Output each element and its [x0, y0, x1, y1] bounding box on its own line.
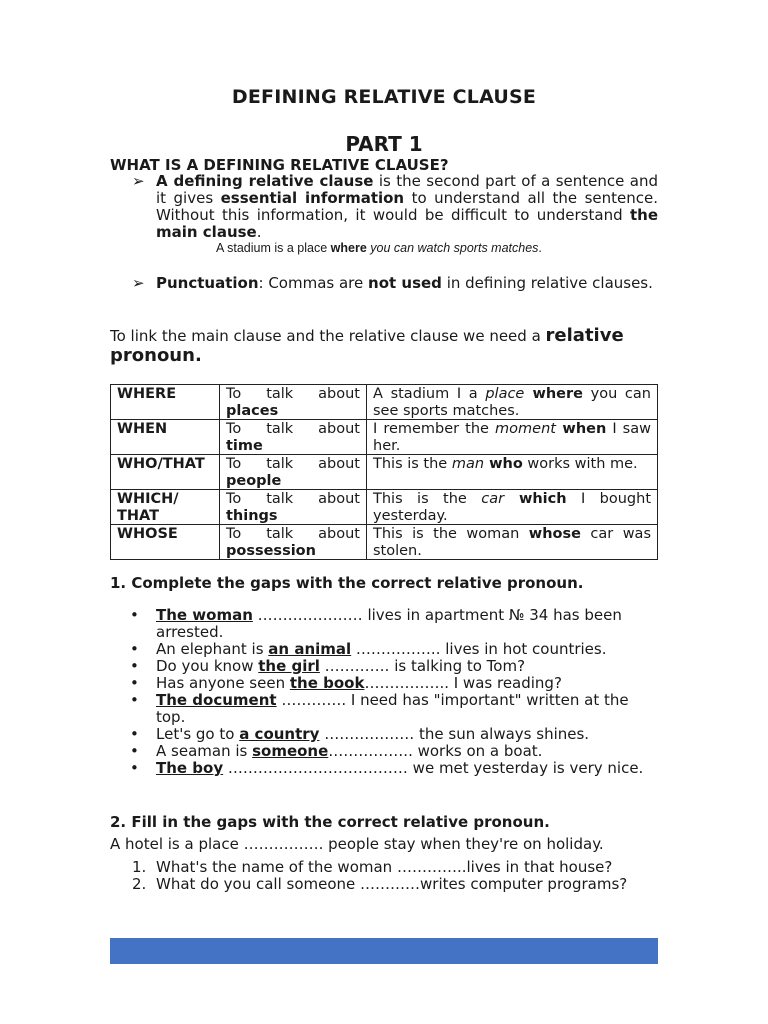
example-noun: moment: [495, 421, 556, 437]
item-text: ……………… the sun always shines.: [319, 725, 590, 743]
arrow-bullet-icon: ➢: [132, 172, 145, 190]
exercise-item: [110, 726, 658, 743]
exercise-2-list: [110, 859, 670, 893]
part-heading: PART 1: [345, 132, 423, 156]
usage-cell: [220, 420, 367, 455]
item-text: Do you know: [156, 657, 259, 675]
item-text: A seaman is: [156, 742, 253, 760]
item-antecedent: The document: [156, 691, 277, 709]
exercise-item: [110, 607, 658, 641]
item-text: Let's go to: [156, 725, 240, 743]
usage-line: [226, 386, 360, 403]
item-text: …………. is talking to Tom?: [319, 657, 526, 675]
exercise-1-list: [110, 607, 658, 777]
example-text: A stadium I a: [373, 386, 486, 402]
usage-cell: [220, 490, 367, 525]
example-cell: [367, 455, 658, 490]
pronoun-cell: WHEN: [111, 420, 220, 455]
arrow-bullet-icon: ➢: [132, 274, 145, 292]
item-antecedent: the girl: [258, 657, 320, 675]
exercise-item: [110, 641, 658, 658]
item-number: 1.: [132, 858, 147, 876]
definition-bullet: [132, 173, 658, 241]
usage-line: [226, 491, 360, 508]
item-text: …………….. works on a boat.: [328, 742, 543, 760]
usage-cell: [220, 525, 367, 560]
item-antecedent: a country: [239, 725, 320, 743]
exercise-item: [110, 760, 658, 777]
example-pronoun: who: [484, 456, 523, 472]
item-text: ……………………………… we met yesterday is very nice.: [223, 759, 644, 777]
item-antecedent: someone: [252, 742, 329, 760]
usage-word: about: [318, 456, 360, 472]
exercise-2-intro: A hotel is a place ……………. people stay when they're on holiday.: [110, 835, 604, 853]
usage-word: talk: [266, 491, 294, 507]
table-row: [111, 455, 658, 490]
pronoun-cell: WHO/THAT: [111, 455, 220, 490]
exercise-item: [110, 658, 658, 675]
example-cell: [367, 420, 658, 455]
usage-word: talk: [266, 386, 294, 402]
definition-text: A defining relative clause is the second part of a sentence and it gives essential information to understand all the sentence. Without this information, it would be difficult to understand the main clause.: [156, 172, 659, 241]
exercise-item: [110, 876, 670, 893]
example-noun: car: [481, 491, 505, 507]
item-text: …………. I need has "important" written at the top.: [156, 691, 629, 726]
usage-word: talk: [266, 456, 294, 472]
exercise-1-heading: 1. Complete the gaps with the correct relative pronoun.: [110, 574, 584, 592]
exercise-2-heading: 2. Fill in the gaps with the correct relative pronoun.: [110, 813, 550, 831]
item-antecedent: an animal: [268, 640, 352, 658]
table-row: [111, 490, 658, 525]
example-pronoun: whose: [528, 526, 581, 542]
item-text: What do you call someone …………writes computer programs?: [156, 875, 628, 893]
example-text: you can see sports matches.: [373, 386, 651, 419]
exercise-item: [110, 743, 658, 760]
usage-word: To: [226, 456, 242, 472]
item-text: Has anyone seen: [156, 674, 290, 692]
example-text: works with me.: [522, 456, 638, 472]
usage-keyword: places: [226, 402, 279, 419]
pronoun-cell: WHERE: [111, 385, 220, 420]
usage-keyword: possession: [226, 542, 316, 559]
item-number: 2.: [132, 875, 147, 893]
usage-keyword: people: [226, 472, 282, 489]
table-row: [111, 525, 658, 560]
relative-pronoun-intro: To link the main clause and the relative clause we need a relative pronoun.: [110, 325, 624, 366]
exercise-item: [110, 692, 658, 726]
example-text: This is the: [373, 491, 482, 507]
exercise-item: [110, 675, 658, 692]
item-antecedent: the book: [289, 674, 365, 692]
usage-word: To: [226, 421, 242, 437]
usage-word: To: [226, 526, 242, 542]
item-text: …………….. I was reading?: [364, 674, 562, 692]
usage-word: about: [318, 386, 360, 402]
usage-keyword: things: [226, 507, 278, 524]
footer-bar: [110, 938, 658, 964]
punctuation-text: Punctuation: Commas are not used in defining relative clauses.: [156, 274, 653, 292]
usage-cell: [220, 385, 367, 420]
usage-word: talk: [266, 421, 294, 437]
example-text: I saw her.: [373, 421, 651, 454]
item-text: An elephant is: [156, 640, 269, 658]
example-text: This is the: [373, 456, 452, 472]
pronoun-cell: WHICH/ THAT: [111, 490, 220, 525]
usage-word: about: [318, 421, 360, 437]
usage-line: [226, 421, 360, 438]
item-text: What's the name of the woman …………..lives in that house?: [156, 858, 613, 876]
usage-keyword: time: [226, 437, 263, 454]
example-text: car was stolen.: [373, 526, 651, 559]
example-pronoun: which: [504, 491, 567, 507]
table-row: [111, 420, 658, 455]
example-text: This is the woman: [373, 526, 529, 542]
item-antecedent: The woman: [156, 606, 253, 624]
usage-cell: [220, 455, 367, 490]
section-question: WHAT IS A DEFINING RELATIVE CLAUSE?: [110, 156, 449, 174]
item-text: …………….. lives in hot countries.: [351, 640, 607, 658]
example-noun: place: [485, 386, 525, 402]
example-cell: [367, 385, 658, 420]
usage-line: [226, 456, 360, 473]
example-cell: [367, 525, 658, 560]
usage-word: To: [226, 386, 242, 402]
example-pronoun: when: [555, 421, 607, 437]
document-title: DEFINING RELATIVE CLAUSE: [231, 86, 537, 108]
exercise-item: [110, 859, 670, 876]
usage-word: talk: [266, 526, 294, 542]
relative-pronoun-table: [110, 384, 658, 560]
usage-word: To: [226, 491, 242, 507]
example-noun: man: [451, 456, 485, 472]
item-text: ………………… lives in apartment № 34 has been arrested.: [156, 606, 622, 641]
example-pronoun: where: [524, 386, 583, 402]
punctuation-bullet: [132, 275, 658, 292]
usage-line: [226, 526, 360, 543]
usage-word: about: [318, 526, 360, 542]
pronoun-cell: WHOSE: [111, 525, 220, 560]
usage-word: about: [318, 491, 360, 507]
table-row: [111, 385, 658, 420]
example-cell: [367, 490, 658, 525]
example-text: I bought yesterday.: [373, 491, 652, 524]
item-antecedent: The boy: [156, 759, 224, 777]
example-text: I remember the: [373, 421, 496, 437]
example-sentence: A stadium is a place where you can watch sports matches.: [216, 241, 542, 255]
